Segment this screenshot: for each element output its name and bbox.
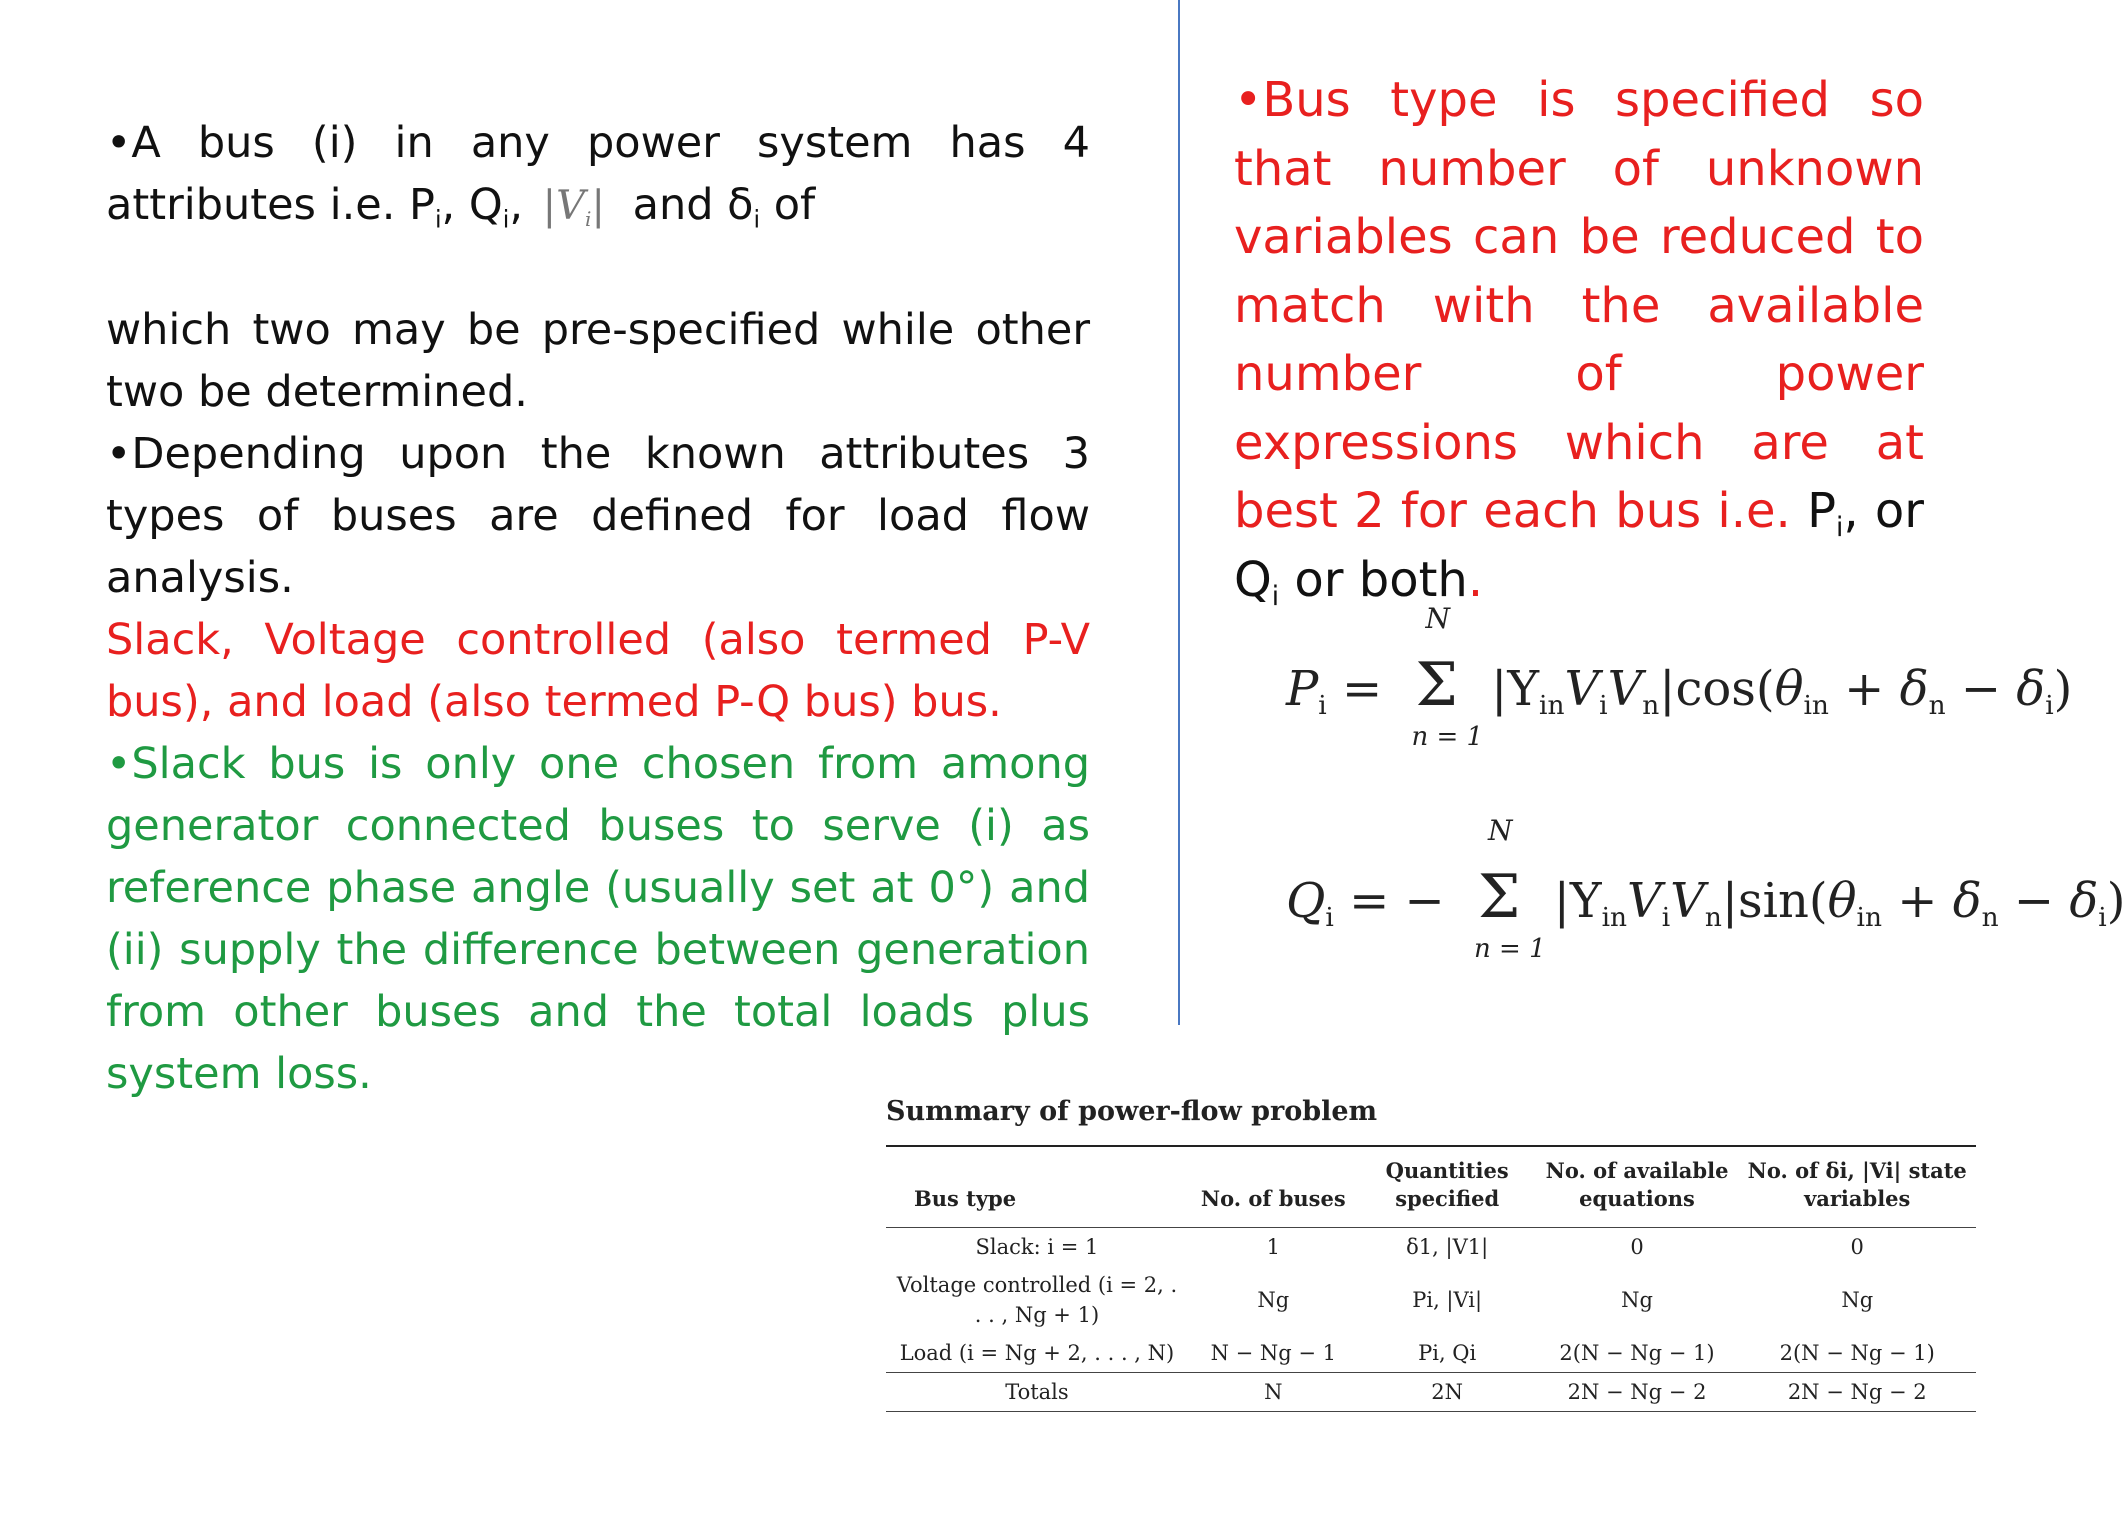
power-flow-summary-table [886,1096,1976,1412]
paragraph-slack-bus: •Slack bus is only one chosen from among generator connected buses to serve (i) as reference phase angle (usually set at 0°) and (ii) supply the difference between generation from other buses and the total loads plus system loss. [106,739,1090,1099]
paragraph-bus-list: Slack, Voltage controlled (also termed P-V bus), and load (also termed P-Q bus) bus. [106,615,1090,727]
equation-reactive-power: $Q_i$ = − N Σ n = 1 $|Y_{in}V_iV_n|\sin(\theta_{in} + \delta_n - \delta_i)$ [1286,814,2125,964]
voltage-magnitude-symbol: $|V_i|$ [542,183,605,231]
table-totals-row: Totals N 2N 2N − Ng − 2 2N − Ng − 2 [1005,1380,1927,1404]
equation-real-power: $P_i$ = N Σ n = 1 $|Y_{in}V_iV_n|\cos(\theta_{in} + \delta_n - \delta_i)$ [1286,602,2073,752]
paragraph-attributes: •A bus (i) in any power system has 4 attributes i.e. $P_i$, $Q_i$, $|V_i|$ and $\delta_i$ of [106,112,1090,237]
left-column [106,112,1090,1105]
paragraph-prespecified: which two may be pre-specified while other two be determined. [106,305,1090,417]
table-header-row: Bus type No. of buses Quantities specified No. of available equations No. of δi, |Vi| state variables [914,1158,1967,1211]
right-column [1234,66,1924,614]
table-row: Slack: i = 1 1 δ1, |V1| 0 0 [975,1235,1864,1259]
paragraph-bus-types: •Depending upon the known attributes 3 types of buses are defined for load flow analysis. [106,429,1090,603]
table-title: Summary of power-flow problem [886,1096,1378,1127]
paragraph-bus-type-specified: •Bus type is specified so that number of unknown variables can be reduced to match with the available number of power expressions which are at best 2 for each bus i.e. $P_i$, or $Q_i$ or both. [1234,72,1924,612]
column-divider [1178,0,1180,1025]
table-row: Voltage controlled (i = 2, . . . , Ng + 1) Ng Pi, |Vi| Ng Ng [896,1273,1874,1327]
table-row: Load (i = Ng + 2, . . . , N) N − Ng − 1 Pi, Qi 2(N − Ng − 1) 2(N − Ng − 1) [899,1341,1935,1365]
